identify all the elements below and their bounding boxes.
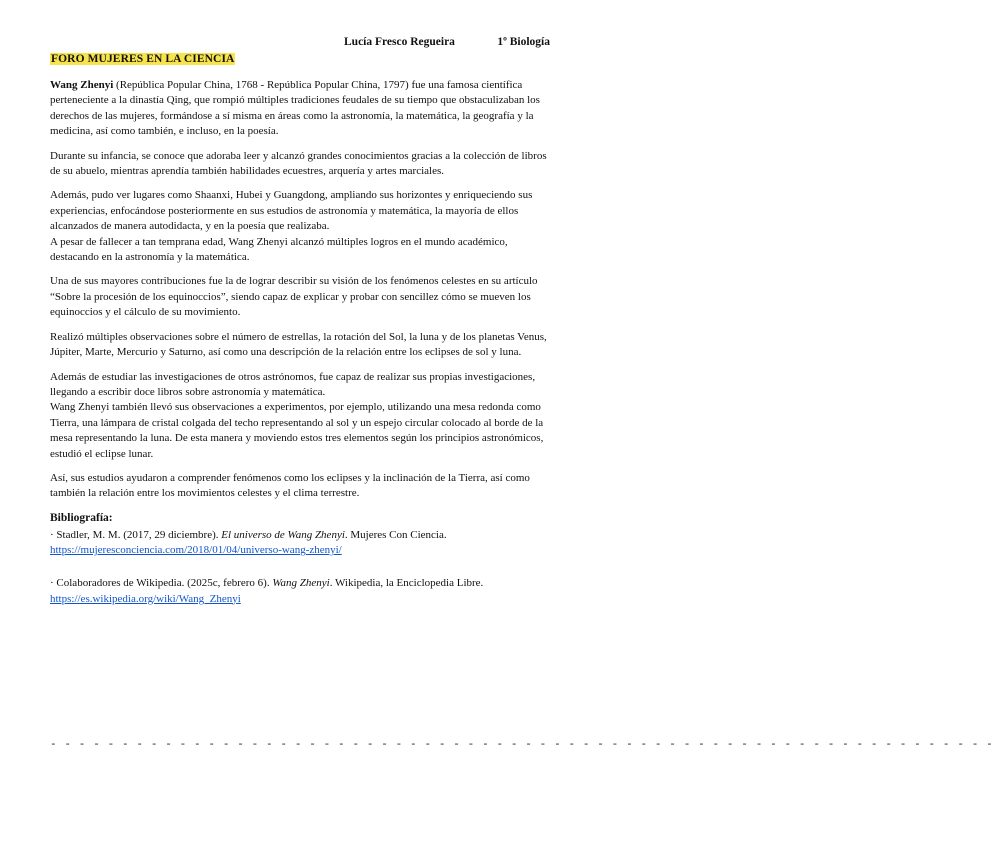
course-label: 1º Biología [497, 36, 550, 48]
paragraph-observations: Realizó múltiples observaciones sobre el número de estrellas, la rotación del Sol, la luna y de los planetas Venus, Júpiter, Marte, Mercurio y Saturno, así como una descripción de la relación entre los eclipses de sol y luna. [50, 330, 547, 359]
paragraph-research [50, 370, 552, 462]
reference-2-authors: · Colaboradores de Wikipedia. (2025c, febrero 6). [50, 576, 273, 589]
reference-2-source: . Wikipedia, la Enciclopedia Libre. [329, 576, 484, 589]
author-name: Lucía Fresco Regueira [344, 36, 455, 48]
reference-2-title: Wang Zhenyi [272, 576, 330, 589]
reference-1-authors: · Stadler, M. M. (2017, 29 diciembre). [50, 528, 222, 541]
bibliography-heading: Bibliografía: [50, 511, 113, 524]
document-body [50, 78, 552, 624]
paragraph-conclusion: Así, sus estudios ayudaron a comprender fenómenos como los eclipses y la inclinación de la Tierra, así como también la relación entre los movimientos celestes y el clima terrestre. [50, 471, 530, 500]
reference-1-source: . Mujeres Con Ciencia. [344, 528, 447, 541]
paragraph-intro-text: (República Popular China, 1768 - República Popular China, 1797) fue una famosa científica perteneciente a la dinastía Qing, que rompió múltiples tradiciones feudales de su tiempo que obstaculizaban los derechos de las mujeres, formándose a sí misma en áreas como la astronomía, la matemática, la geografía y la medicina, así como también, e incluso, en la poesía. [50, 79, 540, 138]
subject-name: Wang Zhenyi [50, 79, 114, 91]
paragraph-travels-a: Además, pudo ver lugares como Shaanxi, Hubei y Guangdong, ampliando sus horizontes y enriqueciendo sus experiencias, enfocándose posteriormente en sus estudios de astronomía y matemática, la mayoría de ellos alcanzados de manera autodidacta, y en la poesía que realizaba. [50, 189, 533, 233]
reference-2 [50, 576, 552, 607]
paragraph-childhood: Durante su infancia, se conoce que adoraba leer y alcanzó grandes conocimientos gracias a la colección de libros de su abuelo, mientras aprendía también habilidades ecuestres, arquería y artes marciales. [50, 149, 547, 178]
paragraph-contributions: Una de sus mayores contribuciones fue la de lograr describir su visión de los fenómenos celestes en su artículo “Sobre la procesión de los equinoccios”, siendo capaz de explicar y probar con sencillez cómo se mueven los equinoccios y el cálculo de su movimiento. [50, 275, 538, 319]
reference-2-link[interactable]: https://es.wikipedia.org/wiki/Wang_Zhenyi [50, 592, 241, 605]
document-title: FORO MUJERES EN LA CIENCIA [51, 53, 235, 65]
reference-1-link[interactable]: https://mujeresconciencia.com/2018/01/04/universo-wang-zhenyi/ [50, 544, 342, 557]
paragraph-research-b: Wang Zhenyi también llevó sus observaciones a experimentos, por ejemplo, utilizando una mesa redonda como Tierra, una lámpara de cristal colgada del techo representando al sol y un espejo circular colocado al borde de la mesa representando la luna. De esta manera y moviendo estos tres elementos según los principios astronómicos, estudió el eclipse lunar. [50, 401, 544, 460]
paragraph-intro [50, 78, 552, 140]
paragraph-travels-b: A pesar de fallecer a tan temprana edad, Wang Zhenyi alcanzó múltiples logros en el mundo académico, destacando en la astronomía y la matemática. [50, 235, 508, 264]
document-header [330, 36, 550, 48]
paragraph-travels [50, 188, 552, 265]
reference-1-title: El universo de Wang Zhenyi [221, 528, 345, 541]
reference-1 [50, 528, 552, 559]
paragraph-research-a: Además de estudiar las investigaciones de otros astrónomos, fue capaz de realizar sus propias investigaciones, llegando a escribir doce libros sobre astronomía y matemática. [50, 370, 536, 398]
footer-dashed-rule: - - - - - - - - - - - - - - - - - - - - - - - - - - - - - - - - - - - - - - - - - - - - - - - - - - - - - - - - - - - - - - - - - - [50, 739, 993, 751]
